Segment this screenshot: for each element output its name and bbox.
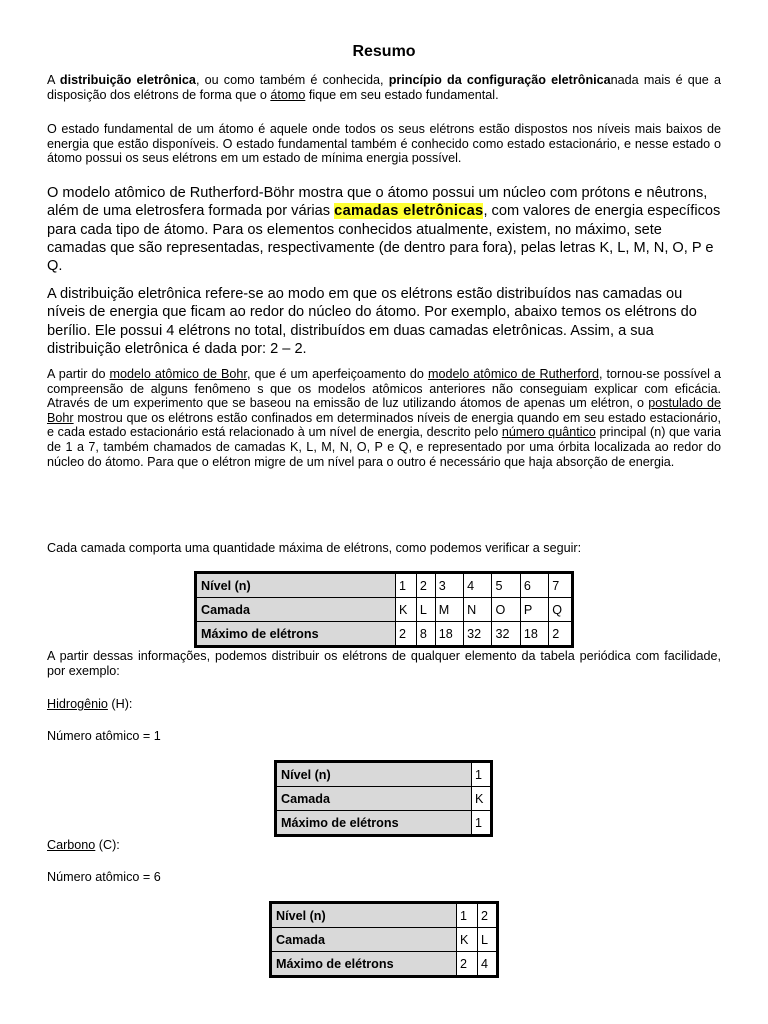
table-row bbox=[197, 598, 572, 622]
table-cell: 4 bbox=[477, 952, 496, 976]
paragraph-bohr: A partir do modelo atômico de Bohr, que é um aperfeiçoamento do modelo atômico de Rutherford, tornou-se possível a compreensão de alguns fenômeno s que os modelos atômicos anteriores não conseguiam explicar com eficácia. Através de um experimento que se baseou na emissão de luz utilizando átomos de apenas um elétron, o postulado de Bohr mostrou que os elétrons estão confinados em determinados níveis de energia quando em seu estado estacionário, e cada estado estacionário está relacionado à um nível de energia, descrito pelo número quântico principal (n) que varia de 1 a 7, também chamados de camadas K, L, M, N, O, P e Q, e representado por uma órbita localizada ao redor do núcleo do átomo. Para que o elétron migre de um nível para o outro é necessário que haja absorção de energia. bbox=[47, 367, 721, 469]
table-cell: O bbox=[492, 598, 520, 622]
row-label: Nível (n) bbox=[197, 574, 396, 598]
row-label: Máximo de elétrons bbox=[197, 622, 396, 646]
table-cell: 1 bbox=[457, 904, 478, 928]
atomic-number-h: Número atômico = 1 bbox=[47, 729, 161, 743]
link-modelo-bohr[interactable]: modelo atômico de Bohr bbox=[109, 367, 247, 381]
table-cell: 8 bbox=[416, 622, 435, 646]
table-cell: 7 bbox=[549, 574, 572, 598]
link-carbono[interactable]: Carbono bbox=[47, 838, 96, 852]
term-distribuicao: distribuição eletrônica bbox=[59, 73, 196, 87]
term-principio: princípio da configuração eletrônica bbox=[388, 73, 611, 87]
table-row bbox=[277, 763, 491, 787]
table-row bbox=[197, 622, 572, 646]
table-cell: 2 bbox=[549, 622, 572, 646]
page-title: Resumo bbox=[352, 43, 416, 60]
row-label: Camada bbox=[197, 598, 396, 622]
example-carbono: Carbono (C): bbox=[47, 838, 120, 852]
table-cell: K bbox=[472, 787, 491, 811]
table-cell: M bbox=[435, 598, 463, 622]
paragraph-estado-fundamental: O estado fundamental de um átomo é aquele onde todos os seus elétrons estão dispostos nos níveis mais baixos de energia que estão disponíveis. O estado fundamental também é conhecido como estado estacionário, e nesse estado o átomo possui os seus elétrons em um estado de mínima energia possível. bbox=[47, 122, 721, 166]
table-cell: N bbox=[464, 598, 492, 622]
paragraph-intro: A distribuição eletrônica, ou como também é conhecida, princípio da configuração eletrônicanada mais é que a disposição dos elétrons de forma que o átomo fique em seu estado fundamental. bbox=[47, 73, 721, 102]
table-row bbox=[197, 574, 572, 598]
row-label: Camada bbox=[277, 787, 472, 811]
table-carbono bbox=[271, 903, 497, 976]
table-cell: 18 bbox=[520, 622, 548, 646]
row-label: Nível (n) bbox=[277, 763, 472, 787]
table-cell: K bbox=[457, 928, 478, 952]
table-cell: 5 bbox=[492, 574, 520, 598]
table-cell: 2 bbox=[477, 904, 496, 928]
table-row bbox=[277, 787, 491, 811]
table-row bbox=[277, 811, 491, 835]
table-cell: 18 bbox=[435, 622, 463, 646]
paragraph-exemplo: A partir dessas informações, podemos distribuir os elétrons de qualquer elemento da tabela periódica com facilidade, por exemplo: bbox=[47, 649, 721, 678]
table-cell: 32 bbox=[492, 622, 520, 646]
link-hidrogenio[interactable]: Hidrogênio bbox=[47, 697, 108, 711]
table-cell: 32 bbox=[464, 622, 492, 646]
paragraph-capacidade: Cada camada comporta uma quantidade máxima de elétrons, como podemos verificar a seguir: bbox=[47, 541, 582, 555]
table-cell: 2 bbox=[457, 952, 478, 976]
link-modelo-rutherford[interactable]: modelo atômico de Rutherford bbox=[427, 367, 599, 381]
table-cell: L bbox=[416, 598, 435, 622]
link-numero-quantico[interactable]: número quântico bbox=[501, 425, 596, 440]
link-postulado-bohr[interactable]: postulado de Bohr bbox=[47, 396, 721, 425]
table-cell: 3 bbox=[435, 574, 463, 598]
table-cell: 1 bbox=[472, 811, 491, 835]
table-cell: K bbox=[396, 598, 417, 622]
table-row bbox=[272, 928, 497, 952]
row-label: Máximo de elétrons bbox=[277, 811, 472, 835]
table-cell: P bbox=[520, 598, 548, 622]
table-cell: L bbox=[477, 928, 496, 952]
atomic-number-c: Número atômico = 6 bbox=[47, 870, 161, 884]
table-camadas bbox=[196, 573, 572, 646]
table-cell: 2 bbox=[416, 574, 435, 598]
table-cell: Q bbox=[549, 598, 572, 622]
example-hidrogenio: Hidrogênio (H): bbox=[47, 697, 133, 711]
table-cell: 2 bbox=[396, 622, 417, 646]
paragraph-distribuicao: A distribuição eletrônica refere-se ao modo em que os elétrons estão distribuídos nas camadas ou níveis de energia que ficam ao redor do núcleo do átomo. Por exemplo, abaixo temos os elétrons do berílio. Ele possui 4 elétrons no total, distribuídos em duas camadas eletrônicas. Assim, a sua distribuição eletrônica é dada por: 2 – 2. bbox=[47, 286, 697, 357]
table-hidrogenio bbox=[276, 762, 491, 835]
table-cell: 1 bbox=[472, 763, 491, 787]
table-cell: 1 bbox=[396, 574, 417, 598]
table-row bbox=[272, 904, 497, 928]
row-label: Nível (n) bbox=[272, 904, 457, 928]
row-label: Máximo de elétrons bbox=[272, 952, 457, 976]
table-cell: 6 bbox=[520, 574, 548, 598]
link-atomo[interactable]: átomo bbox=[270, 87, 306, 102]
highlight-camadas: camadas eletrônicas bbox=[334, 203, 484, 220]
table-row bbox=[272, 952, 497, 976]
table-cell: 4 bbox=[464, 574, 492, 598]
paragraph-rutherford-bohr: O modelo atômico de Rutherford-Böhr mostra que o átomo possui um núcleo com prótons e nêutrons, além de uma eletrosfera formada por várias camadas eletrônicas, com valores de energia específicos para cada tipo de átomo. Para os elementos conhecidos atualmente, existem, no máximo, sete camadas que são representadas, respectivamente (de dentro para fora), pelas letras K, L, M, N, O, P e Q. bbox=[47, 185, 721, 275]
row-label: Camada bbox=[272, 928, 457, 952]
